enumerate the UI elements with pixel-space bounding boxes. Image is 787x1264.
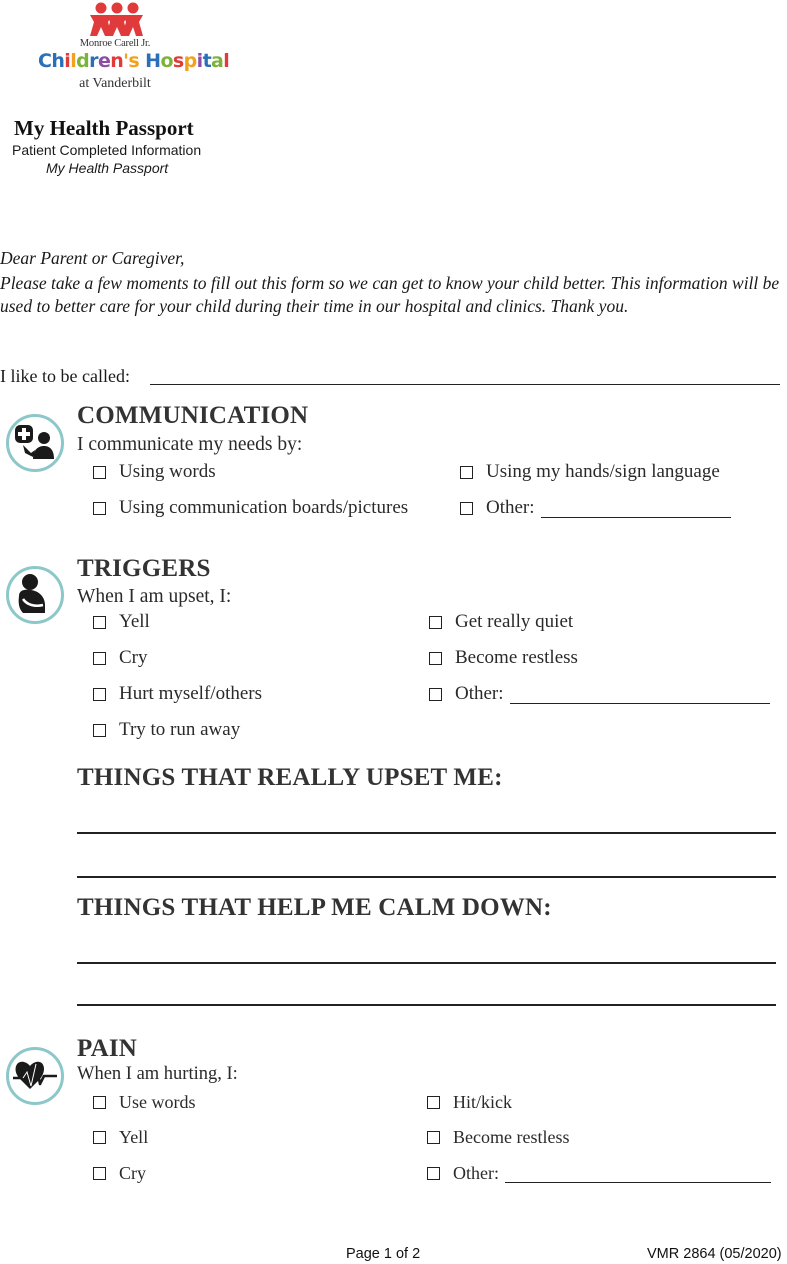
logo-letter: i xyxy=(64,50,71,72)
option-label: Other: xyxy=(486,497,535,518)
calm-input-line-1[interactable] xyxy=(77,962,776,964)
form-id: VMR 2864 (05/2020) xyxy=(647,1246,782,1262)
logo-letter: p xyxy=(183,50,197,72)
other-input-line[interactable] xyxy=(541,499,731,518)
logo-letter: r xyxy=(89,50,98,72)
hospital-logo-figures xyxy=(88,2,144,38)
communication-prompt: I communicate my needs by: xyxy=(77,434,303,455)
checkbox-option-cry[interactable] xyxy=(93,647,148,669)
checkbox-square[interactable] xyxy=(93,616,106,629)
page-number: Page 1 of 2 xyxy=(346,1246,421,1262)
upset-input-line-1[interactable] xyxy=(77,832,776,834)
calm-input-line-2[interactable] xyxy=(77,1004,776,1006)
page-subtitle-italic: My Health Passport xyxy=(46,160,169,176)
checkbox-option-words[interactable] xyxy=(93,461,216,483)
logo-hospital-name xyxy=(38,50,230,72)
page-subtitle: Patient Completed Information xyxy=(12,142,202,158)
letter-body: Please take a few moments to fill out this form so we can get to know your child better. This information will be used to better care for your child during their time in our hospital and clinics. Thank you. xyxy=(0,273,780,316)
letter-greeting: Dear Parent or Caregiver, xyxy=(0,248,185,268)
logo-letter: 's xyxy=(123,50,140,72)
checkbox-square[interactable] xyxy=(93,688,106,701)
logo-letter: i xyxy=(196,50,203,72)
logo-letter: l xyxy=(223,50,230,72)
logo-letter: d xyxy=(76,50,90,72)
checkbox-option-boards[interactable] xyxy=(93,497,408,519)
option-label: Other: xyxy=(455,683,504,704)
children-figures-icon xyxy=(90,3,143,37)
checkbox-option-other[interactable] xyxy=(427,1163,771,1184)
checkbox-square[interactable] xyxy=(93,652,106,665)
option-label: Get really quiet xyxy=(455,611,574,632)
triggers-heading: TRIGGERS xyxy=(77,555,211,582)
pain-heading: PAIN xyxy=(77,1035,138,1062)
logo-line-3: at Vanderbilt xyxy=(79,76,151,91)
option-label: Become restless xyxy=(453,1127,570,1147)
logo-letter: C xyxy=(38,50,52,72)
checkbox-square[interactable] xyxy=(93,502,106,515)
logo-line-1: Monroe Carell Jr. xyxy=(79,38,151,49)
option-label: Yell xyxy=(119,1127,149,1147)
logo-letter: o xyxy=(160,50,173,72)
checkbox-square[interactable] xyxy=(93,1167,106,1180)
logo-letter: a xyxy=(211,50,224,72)
checkbox-option-restless[interactable] xyxy=(427,1127,569,1148)
upset-input-line-2[interactable] xyxy=(77,876,776,878)
checkbox-option-run[interactable] xyxy=(93,719,240,741)
checkbox-option-hurt[interactable] xyxy=(93,683,262,705)
option-label: Try to run away xyxy=(119,719,241,740)
option-label: Yell xyxy=(119,611,150,632)
checkbox-option-yell[interactable] xyxy=(93,611,150,633)
logo-letter: h xyxy=(51,50,65,72)
option-label: Other: xyxy=(453,1163,499,1183)
checkbox-square[interactable] xyxy=(427,1167,440,1180)
checkbox-square[interactable] xyxy=(427,1096,440,1109)
logo-letter: n xyxy=(110,50,124,72)
option-label: Cry xyxy=(119,647,148,668)
logo-letter: l xyxy=(70,50,77,72)
checkbox-square[interactable] xyxy=(93,466,106,479)
upset-child-icon xyxy=(6,566,64,624)
doctor-patient-icon xyxy=(6,414,64,472)
pain-prompt: When I am hurting, I: xyxy=(77,1064,238,1084)
heartbeat-icon xyxy=(6,1047,64,1105)
called-input-line[interactable] xyxy=(150,384,780,385)
communication-heading: COMMUNICATION xyxy=(77,402,309,429)
called-label: I like to be called: xyxy=(0,366,130,386)
upset-heading: THINGS THAT REALLY UPSET ME: xyxy=(77,764,503,791)
page-title: My Health Passport xyxy=(14,116,194,140)
checkbox-option-yell[interactable] xyxy=(93,1127,148,1148)
option-label: Cry xyxy=(119,1163,146,1183)
checkbox-square[interactable] xyxy=(93,1096,106,1109)
logo-letter: t xyxy=(202,50,212,72)
checkbox-square[interactable] xyxy=(93,1131,106,1144)
logo-letter: s xyxy=(172,50,184,72)
logo-letter: e xyxy=(97,50,111,72)
checkbox-square[interactable] xyxy=(427,1131,440,1144)
checkbox-option-sign-language[interactable] xyxy=(460,461,720,483)
checkbox-square[interactable] xyxy=(429,652,442,665)
checkbox-square[interactable] xyxy=(460,502,473,515)
triggers-prompt: When I am upset, I: xyxy=(77,586,232,607)
calm-heading: THINGS THAT HELP ME CALM DOWN: xyxy=(77,894,552,921)
option-label: Become restless xyxy=(455,647,578,668)
checkbox-square[interactable] xyxy=(429,616,442,629)
checkbox-square[interactable] xyxy=(429,688,442,701)
checkbox-option-restless[interactable] xyxy=(429,647,578,669)
checkbox-option-hit[interactable] xyxy=(427,1092,512,1113)
option-label: Using my hands/sign language xyxy=(486,461,720,482)
option-label: Use words xyxy=(119,1092,196,1112)
option-label: Hit/kick xyxy=(453,1092,512,1112)
option-label: Using communication boards/pictures xyxy=(119,497,409,518)
other-input-line[interactable] xyxy=(510,685,770,704)
logo-letter: H xyxy=(145,50,161,72)
checkbox-option-words[interactable] xyxy=(93,1092,196,1113)
option-label: Using words xyxy=(119,461,216,482)
option-label: Hurt myself/others xyxy=(119,683,263,704)
checkbox-option-quiet[interactable] xyxy=(429,611,573,633)
checkbox-option-other[interactable] xyxy=(429,683,770,705)
checkbox-square[interactable] xyxy=(460,466,473,479)
other-input-line[interactable] xyxy=(505,1164,771,1183)
checkbox-option-other[interactable] xyxy=(460,497,731,519)
checkbox-square[interactable] xyxy=(93,724,106,737)
checkbox-option-cry[interactable] xyxy=(93,1163,146,1184)
